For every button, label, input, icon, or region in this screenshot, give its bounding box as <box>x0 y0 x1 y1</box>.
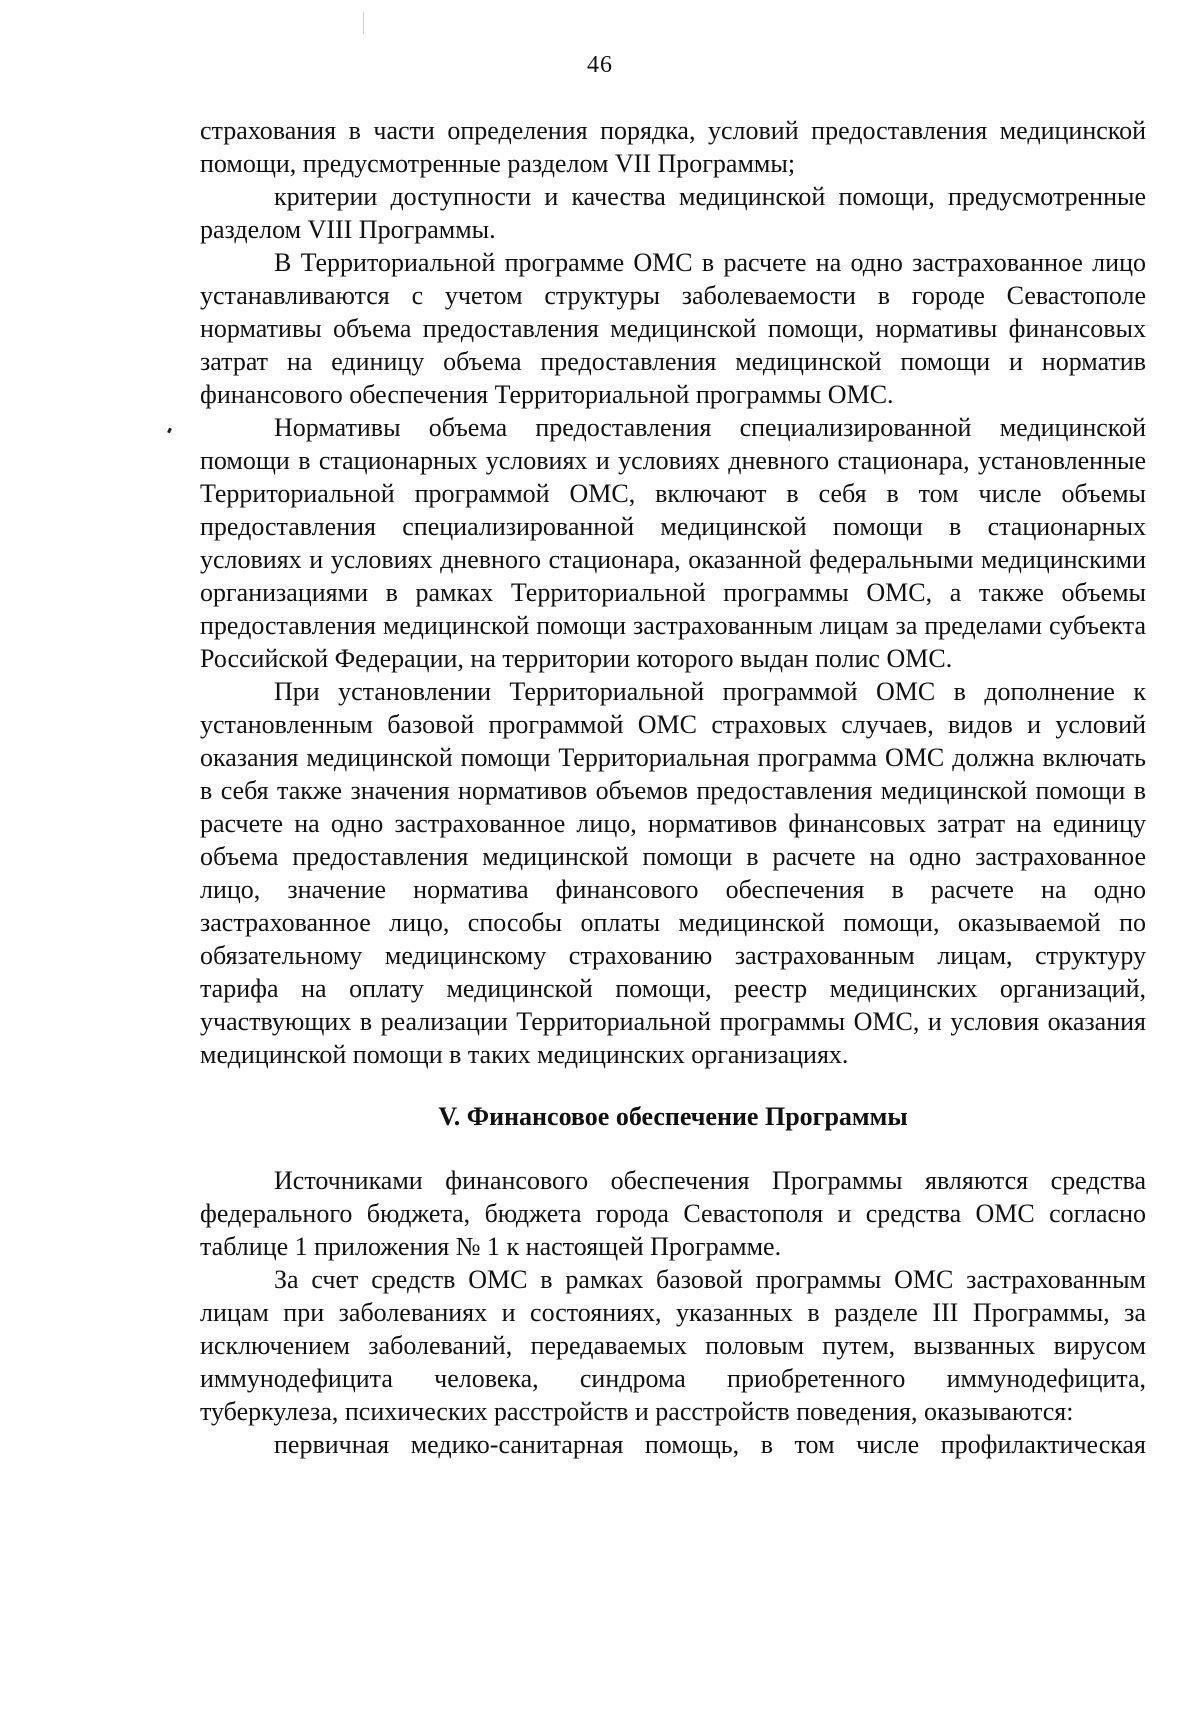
paragraph-oms-coverage: За счет средств ОМС в рамках базовой программы ОМС застрахованным лицам при заболеваниях и состояниях, указанных в разделе III Программы, за исключением заболеваний, передаваемых половым путем, вызванных вирусом иммунодефицита человека, синдрома приобретенного иммунодефицита, туберкулеза, психических расстройств и расстройств поведения, оказываются: <box>200 1265 1146 1426</box>
paragraph-continuation: страхования в части определения порядка, условий предоставления медицинской помощи, предусмотренные разделом VII Программы; <box>200 116 1146 178</box>
paragraph-additional-cases: При установлении Территориальной программой ОМС в дополнение к установленным базовой программой ОМС страховых случаев, видов и условий оказания медицинской помощи Территориальная программа ОМС должна включать в себя также значения нормативов объемов предоставления медицинской помощи в расчете на одно застрахованное лицо, нормативов финансовых затрат на единицу объема предоставления медицинской помощи в расчете на одно застрахованное лицо, значение норматива финансового обеспечения в расчете на одно застрахованное лицо, способы оплаты медицинской помощи, оказываемой по обязательному медицинскому страхованию застрахованным лицам, структуру тарифа на оплату медицинской помощи, реестр медицинских организаций, участвующих в реализации Территориальной программы ОМС, и условия оказания медицинской помощи в таких медицинских организациях. <box>200 677 1146 1069</box>
scan-artifact-mark <box>167 428 172 434</box>
page-number: 46 <box>587 52 613 78</box>
document-body <box>200 114 1146 1461</box>
section-heading: V. Финансовое обеспечение Программы <box>438 1102 908 1131</box>
paragraph-territorial-program: В Территориальной программе ОМС в расчете на одно застрахованное лицо устанавливаются с учетом структуры заболеваемости в городе Севастополе нормативы объема предоставления медицинской помощи, нормативы финансовых затрат на единицу объема предоставления медицинской помощи и норматив финансового обеспечения Территориальной программы ОМС. <box>200 248 1146 409</box>
scan-artifact-line <box>363 12 364 34</box>
paragraph-primary-care: первичная медико-санитарная помощь, в том числе профилактическая <box>274 1430 1146 1459</box>
paragraph-criteria: критерии доступности и качества медицинской помощи, предусмотренные разделом VIII Программы. <box>200 182 1146 244</box>
paragraph-funding-sources: Источниками финансового обеспечения Программы являются средства федерального бюджета, бюджета города Севастополя и средства ОМС согласно таблице 1 приложения № 1 к настоящей Программе. <box>200 1166 1146 1261</box>
paragraph-volume-norms: Нормативы объема предоставления специализированной медицинской помощи в стационарных условиях и условиях дневного стационара, установленные Территориальной программой ОМС, включают в себя в том числе объемы предоставления специализированной медицинской помощи в стационарных условиях и условиях дневного стационара, оказанной федеральными медицинскими организациями в рамках Территориальной программы ОМС, а также объемы предоставления медицинской помощи застрахованным лицам за пределами субъекта Российской Федерации, на территории которого выдан полис ОМС. <box>200 413 1146 673</box>
